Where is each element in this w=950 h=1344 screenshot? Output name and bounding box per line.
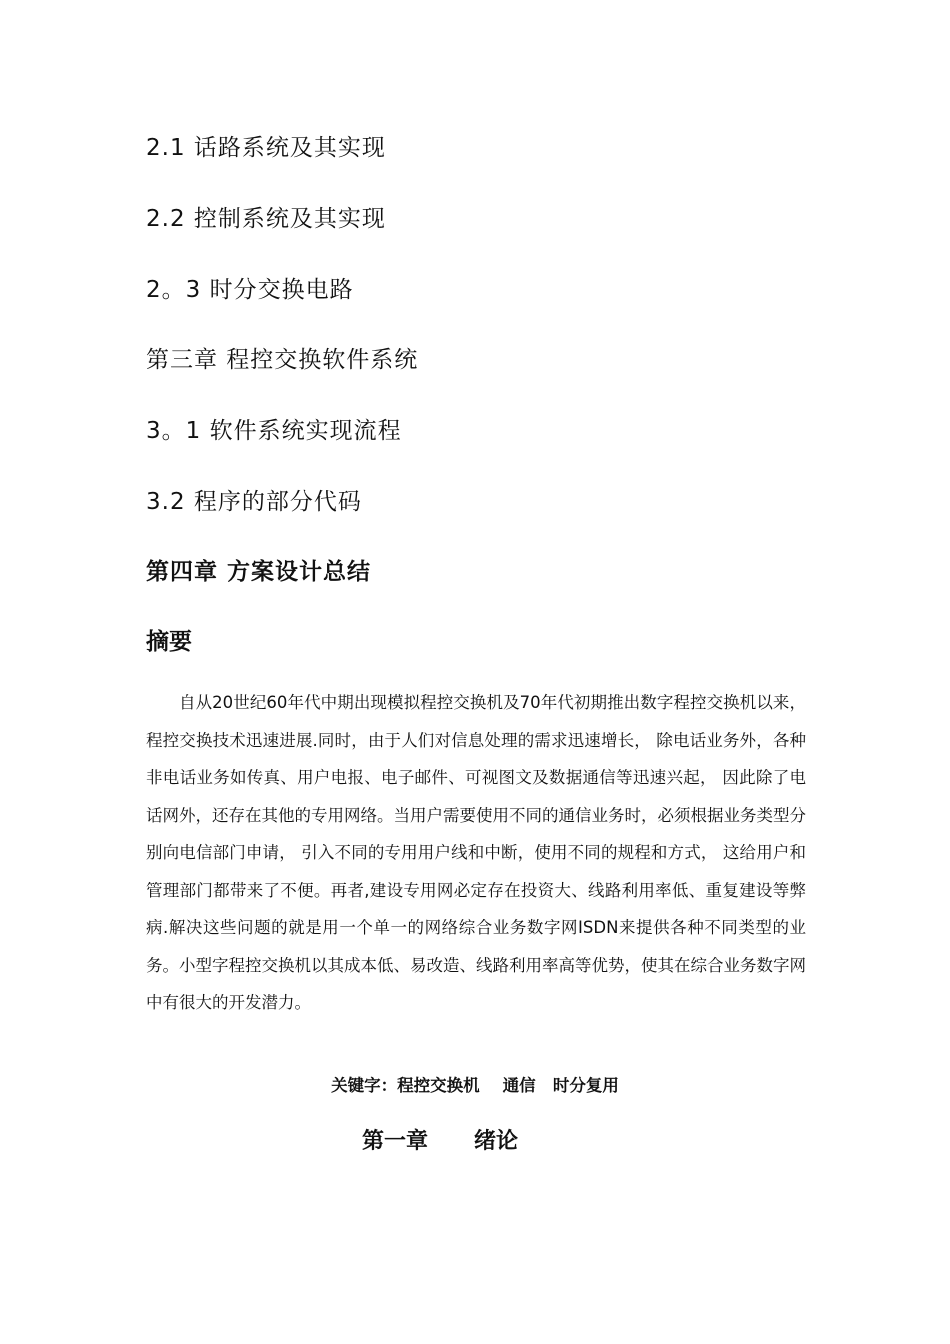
abstract-body: 自从20世纪60年代中期出现模拟程控交换机及70年代初期推出数字程控交换机以来， 程控交换技术迅速进展.同时，由于人们对信息处理的需求迅速增长， 除电话业务外，各种非电话业务如传真、用户电报、电子邮件、可视图文及数据通信等迅速兴起， 因此除了电话网外，还存在其他的专用网络。当用户需要使用不同的通信业务时，必须根据业务类型分别向电信部门申请， 引入不同的专用用户线和中断，使用不同的规程和方式， 这给用户和管理部门都带来了不便。再者,建设专用网必定存在投资大、线路利用率低、重复建设等弊病.解决这些问题的就是用一个单一的网络综合业务数字网ISDN来提供各种不同类型的业务。小型字程控交换机以其成本低、易改造、线路利用率高等优势，使其在综合业务数字网中有很大的开发潜力。 bbox=[146, 693, 806, 1012]
toc-item-2-3: 2。3 时分交换电路 bbox=[146, 277, 354, 303]
toc-item-2-2: 2.2 控制系统及其实现 bbox=[146, 206, 386, 232]
abstract-title: 摘要 bbox=[146, 629, 192, 655]
keywords-line: 关键字：程控交换机 通信 时分复用 bbox=[331, 1076, 619, 1095]
toc-item-chapter-4: 第四章 方案设计总结 bbox=[146, 559, 372, 585]
toc-item-3-1: 3。1 软件系统实现流程 bbox=[146, 418, 402, 444]
chapter-heading: 第一章 绪论 bbox=[362, 1129, 518, 1154]
toc-item-3-2: 3.2 程序的部分代码 bbox=[146, 489, 362, 515]
toc-item-chapter-3: 第三章 程控交换软件系统 bbox=[146, 347, 419, 373]
toc-item-2-1: 2.1 话路系统及其实现 bbox=[146, 135, 386, 161]
